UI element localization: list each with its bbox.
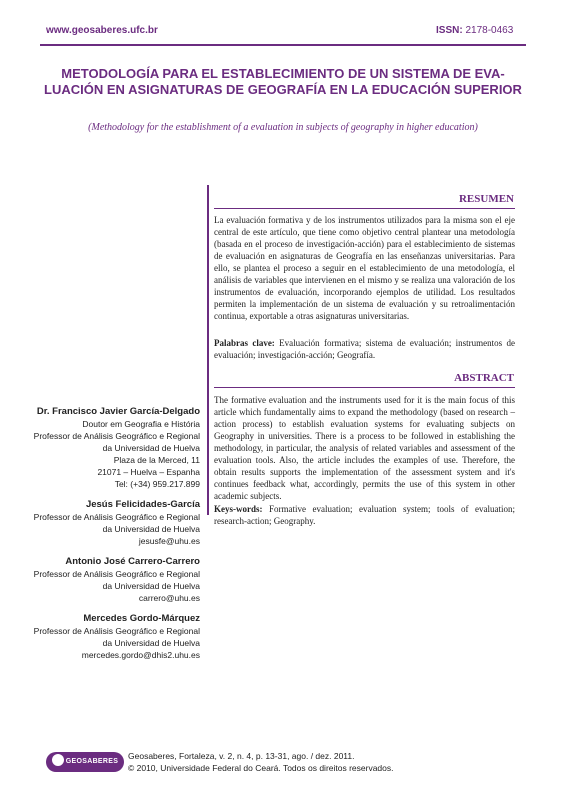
- author-line: Professor de Análisis Geográfico e Regional: [33, 512, 200, 522]
- issn-value: 2178-0463: [465, 25, 514, 36]
- resumen-keywords-label: Palabras clave:: [214, 338, 275, 348]
- author-block: [30, 405, 200, 490]
- journal-website: www.geosaberes.ufc.br: [46, 25, 158, 36]
- author-block: [30, 498, 200, 547]
- author-line: 21071 – Huelva – Espanha: [97, 467, 200, 477]
- article-title: METODOLOGÍA PARA EL ESTABLECIMIENTO DE UN SISTEMA DE EVA-LUACIÓN EN ASIGNATURAS DE GEOGRAFÍA EN LA EDUCACIÓN SUPERIOR: [44, 66, 522, 97]
- issn-label: ISSN:: [436, 25, 463, 36]
- author-line: da Universidad de Huelva: [102, 638, 200, 648]
- author-block: [30, 612, 200, 661]
- author-email[interactable]: jesusfe@uhu.es: [138, 536, 200, 546]
- abstract-text: The formative evaluation and the instruments used for it is the main focus of this article which fundamentally aims to expand the methodology (based on research – action process) to establish evaluation systems for evaluating subjects on Geography in universities. There is a process to be followed in establishing the methodology, in particular, the analysis of related variables and assessment of the evaluation tools. Also, the article includes the examples of use. Therefore, the obtain results supports the implementation of the assessment system and it's continues feedback what, accordingly, permits the use of this system in other academic subjects.: [214, 395, 515, 501]
- authors-list: [30, 405, 200, 669]
- geosaberes-logo: [46, 752, 124, 772]
- author-name: Antonio José Carrero-Carrero: [65, 556, 200, 567]
- resumen-heading: RESUMEN: [458, 193, 514, 205]
- author-email[interactable]: carrero@uhu.es: [138, 593, 200, 603]
- author-line: Professor de Análisis Geográfico e Regional: [33, 626, 200, 636]
- column-divider: [207, 185, 209, 515]
- author-name: Jesús Felicidades-García: [85, 499, 200, 510]
- footer-copyright: © 2010, Universidade Federal do Ceará. Todos os direitos reservados.: [128, 763, 394, 773]
- article-subtitle: (Methodology for the establishment of a evaluation in subjects of geography in higher education): [88, 122, 478, 133]
- author-line: da Universidad de Huelva: [102, 524, 200, 534]
- author-line: Doutor em Geografia e História: [82, 419, 200, 429]
- header-rule: [40, 44, 526, 46]
- abstract-keywords-text: Formative evaluation; evaluation system; tools of evaluation; research-action; Geography.: [214, 504, 516, 526]
- abstract-keywords-label: Keys-words:: [214, 504, 263, 514]
- footer-citation: Geosaberes, Fortaleza, v. 2, n. 4, p. 13-31, ago. / dez. 2011.: [128, 751, 355, 761]
- abstract-keywords: [214, 503, 515, 527]
- logo-text: GEOSABERES: [65, 758, 119, 765]
- author-name: Mercedes Gordo-Márquez: [83, 613, 200, 624]
- author-name: Dr. Francisco Javier García-Delgado: [36, 406, 200, 417]
- author-line: Professor de Análisis Geográfico e Regional: [33, 569, 200, 579]
- resumen-rule: [214, 208, 515, 209]
- resumen-text: La evaluación formativa y de los instrumentos utilizados para la misma son el eje central de este artículo, que tiene como objetivo central plantear una metodología (basada en el proceso de investigación-acción) para el establecimiento de sistemas de evaluación en asignaturas de Geografía en las enseñanzas universitarias. Para ello, se plantea el proceso a seguir en el establecimiento de una metodología, el análisis de variables que intervienen en el mismo y se realiza una valoración de los instrumentos de evaluación, incorporando ejemplos de utilidad. Los resultados permiten la implementación de un sistema de evaluación y su retroalimentación continua, exportable a otras asignaturas universitarias.: [214, 215, 515, 321]
- issn: [436, 25, 513, 36]
- footer: [128, 750, 394, 774]
- author-line: Tel: (+34) 959.217.899: [114, 479, 200, 489]
- author-line: Professor de Análisis Geográfico e Regional: [33, 431, 200, 441]
- author-line: Plaza de la Merced, 11: [113, 455, 200, 465]
- resumen-keywords: [214, 337, 515, 361]
- author-line: da Universidad de Huelva: [102, 581, 200, 591]
- resumen-keywords-text: Evaluación formativa; sistema de evaluación; instrumentos de evaluación; investigación-acción; Geografía.: [214, 338, 515, 360]
- author-block: [30, 555, 200, 604]
- author-email[interactable]: mercedes.gordo@dhis2.uhu.es: [81, 650, 200, 660]
- abstract-rule: [214, 387, 515, 388]
- author-line: da Universidad de Huelva: [102, 443, 200, 453]
- logo-globe-icon: [52, 754, 64, 766]
- abstract-heading: ABSTRACT: [454, 372, 514, 384]
